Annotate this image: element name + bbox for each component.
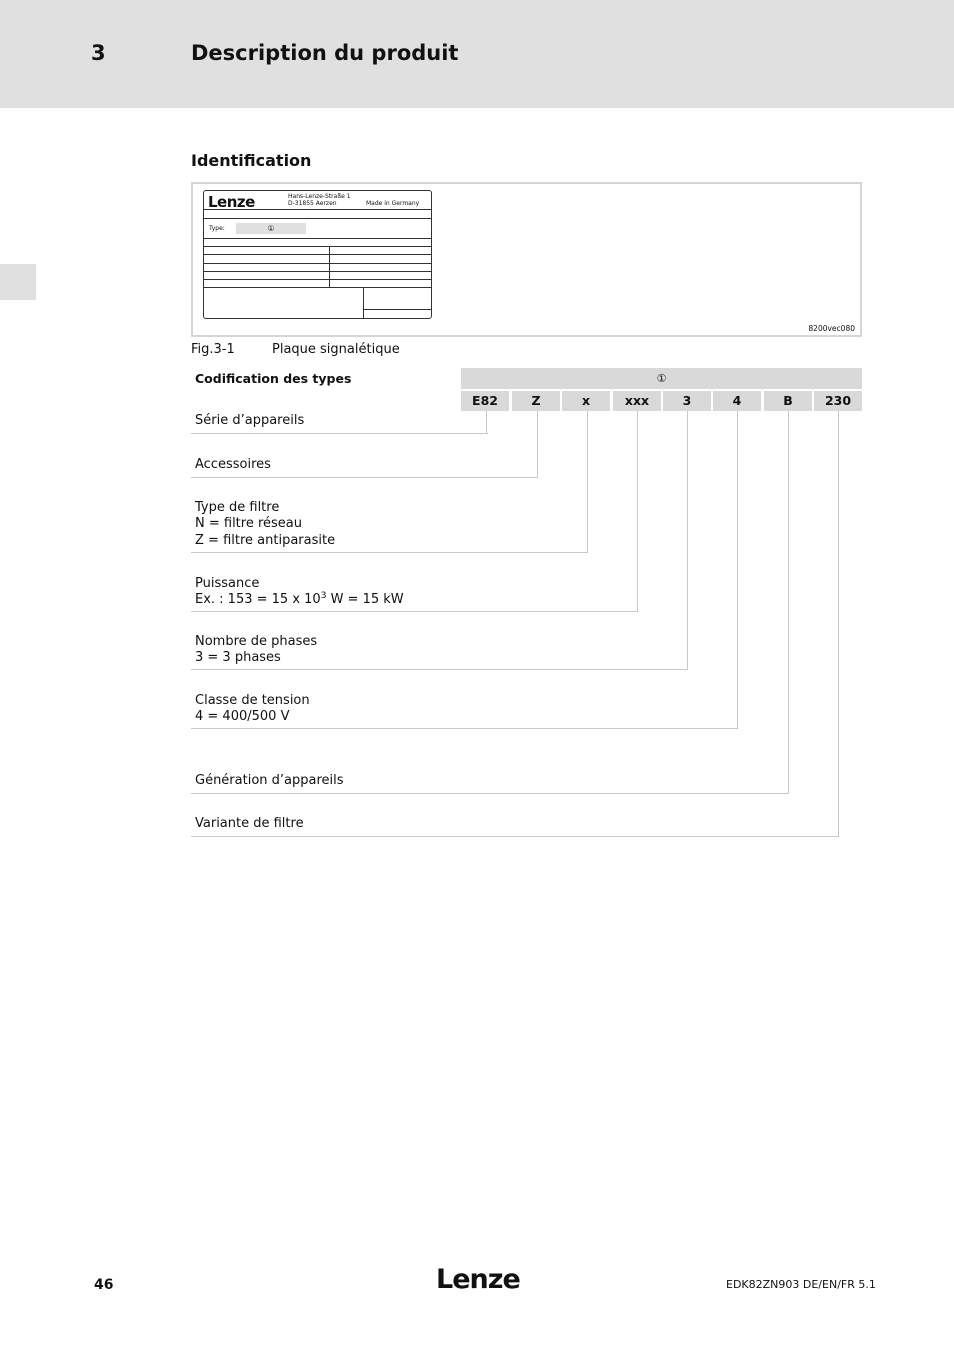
nameplate-rule: [204, 287, 431, 288]
footer-logo: Lenze: [436, 1264, 520, 1295]
nameplate-address-line2: D-31855 Aerzen: [288, 200, 337, 207]
page-number: 46: [94, 1277, 114, 1293]
power-example-unit: W = 15 kW: [326, 592, 404, 607]
section-title: Identification: [191, 151, 312, 170]
label-power-example: [195, 592, 404, 609]
label-accessories: Accessoires: [195, 457, 271, 472]
page-header: [0, 0, 954, 108]
type-code-cell: Z: [512, 391, 560, 411]
nameplate: [203, 190, 432, 319]
label-voltage-class: Classe de tension: [195, 693, 310, 708]
connector-line: [537, 411, 538, 477]
label-filter-type-n: N = filtre réseau: [195, 516, 303, 531]
label-underline: [191, 552, 588, 553]
chapter-title: Description du produit: [191, 41, 459, 65]
label-filter-type: Type de filtre: [195, 500, 280, 515]
label-power: Puissance: [195, 576, 260, 591]
label-device-series: Série d’appareils: [195, 413, 305, 428]
document-reference: EDK82ZN903 DE/EN/FR 5.1: [726, 1278, 876, 1291]
type-code-cell: xxx: [613, 391, 661, 411]
nameplate-rule: [204, 263, 431, 264]
power-example-text: Ex. : 153 = 15 x 10: [195, 592, 321, 607]
type-code-cell: 230: [814, 391, 862, 411]
label-filter-type-z: Z = filtre antiparasite: [195, 533, 336, 548]
nameplate-logo: Lenze: [208, 193, 255, 211]
connector-line: [486, 411, 487, 433]
figure-code: 8200vec080: [808, 324, 855, 333]
nameplate-made-in: Made in Germany: [366, 200, 420, 207]
label-underline: [191, 793, 789, 794]
label-underline: [191, 477, 538, 478]
connector-line: [637, 411, 638, 611]
label-underline: [191, 433, 488, 434]
nameplate-rule: [204, 238, 431, 239]
type-code-cell: E82: [461, 391, 509, 411]
nameplate-rule: [204, 271, 431, 272]
nameplate-rule: [204, 209, 431, 210]
label-phases: Nombre de phases: [195, 634, 318, 649]
connector-line: [687, 411, 688, 669]
chapter-number: 3: [91, 41, 106, 65]
nameplate-address-line1: Hans-Lenze-Straße 1: [288, 193, 351, 200]
type-code-cell: x: [562, 391, 610, 411]
connector-line: [737, 411, 738, 728]
label-underline: [191, 836, 839, 837]
nameplate-rule: [204, 246, 431, 247]
label-device-generation: Génération d’appareils: [195, 773, 344, 788]
nameplate-divider: [363, 287, 364, 318]
connector-line: [838, 411, 839, 836]
nameplate-divider: [329, 246, 330, 287]
nameplate-type-field: [236, 223, 306, 234]
nameplate-type-marker: ①: [267, 224, 275, 233]
nameplate-rule: [204, 218, 431, 219]
type-code-cell: 4: [713, 391, 761, 411]
type-code-marker: ①: [461, 368, 862, 389]
label-phases-value: 3 = 3 phases: [195, 650, 281, 665]
figure-number: Fig.3-1: [191, 342, 235, 357]
label-underline: [191, 669, 688, 670]
type-code-title: Codification des types: [195, 371, 352, 386]
chapter-side-tab: [0, 264, 36, 300]
nameplate-rule: [204, 254, 431, 255]
connector-line: [788, 411, 789, 793]
type-code-cell: 3: [663, 391, 711, 411]
label-voltage-class-value: 4 = 400/500 V: [195, 709, 290, 724]
nameplate-type-label: Type:: [209, 225, 225, 232]
nameplate-rule: [204, 279, 431, 280]
figure-caption: Plaque signalétique: [272, 342, 400, 357]
label-filter-variant: Variante de filtre: [195, 816, 304, 831]
label-underline: [191, 728, 738, 729]
type-code-cell: B: [764, 391, 812, 411]
label-underline: [191, 611, 638, 612]
connector-line: [587, 411, 588, 552]
nameplate-rule: [363, 309, 431, 310]
power-example-exponent: 3: [320, 591, 327, 601]
nameplate-figure: [191, 182, 862, 337]
